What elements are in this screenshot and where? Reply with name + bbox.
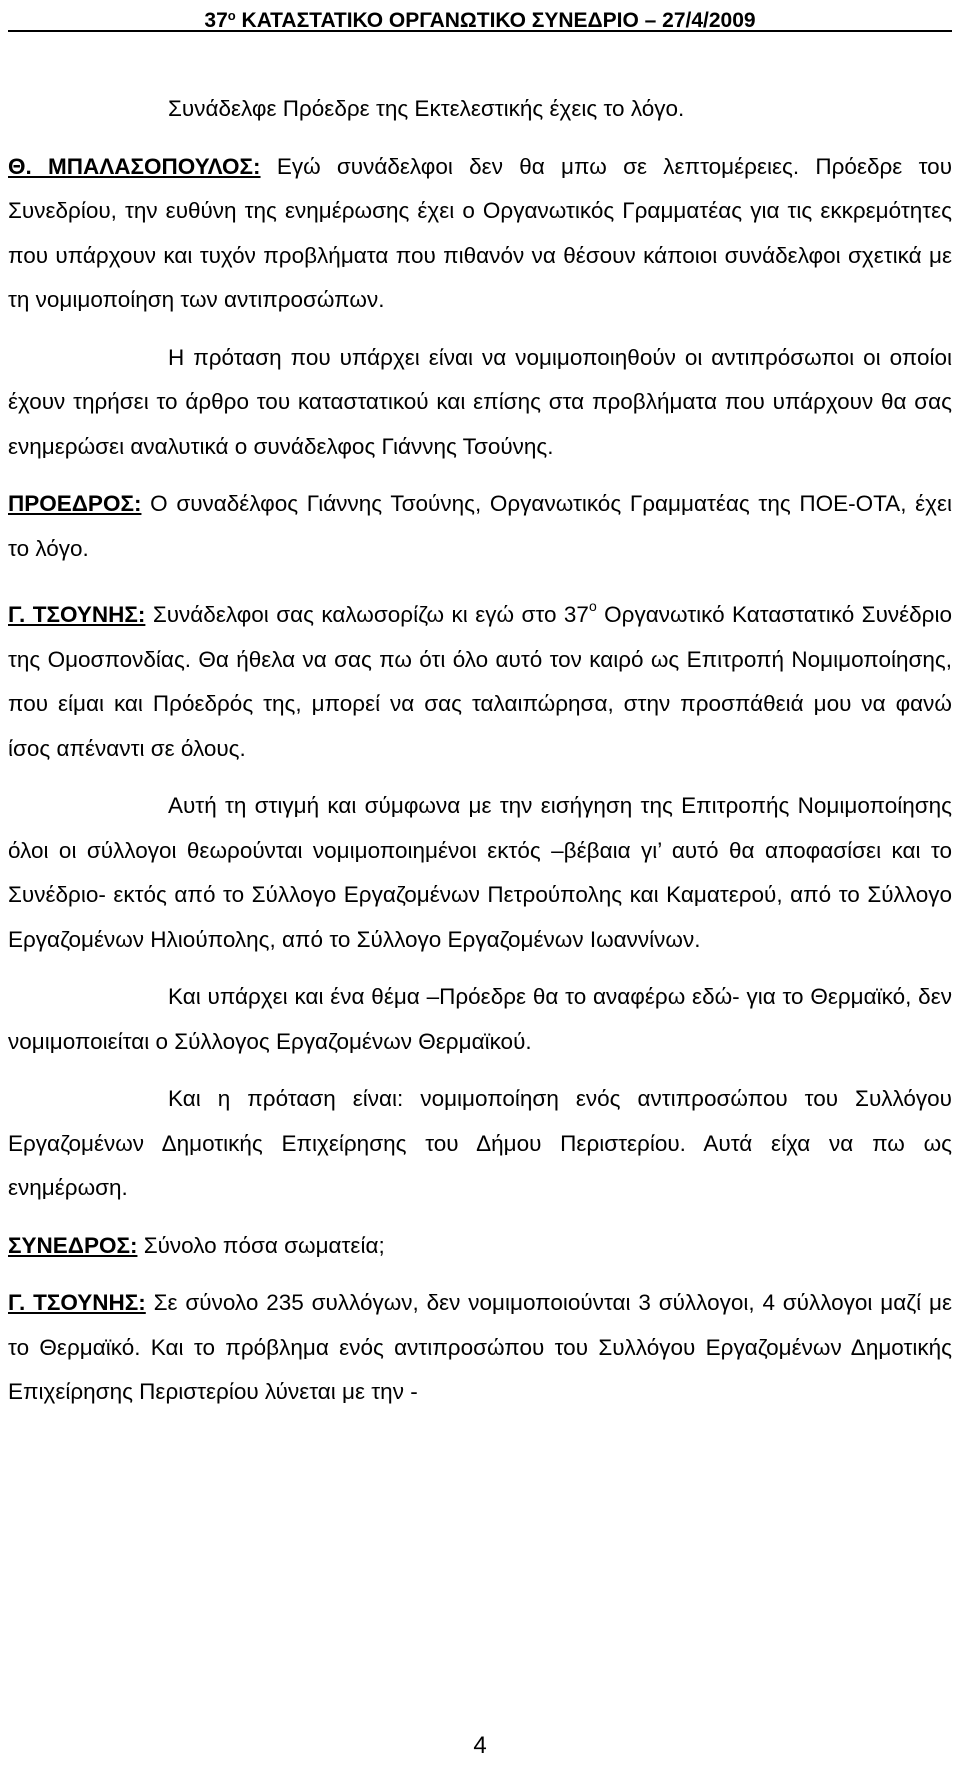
speech-text: Σύνολο πόσα σωματεία; [137,1232,385,1258]
ordinal-superscript: ο [227,8,236,23]
speech-text: Ο συναδέλφος Γιάννης Τσούνης, Οργανωτικός Γραμματέας της ΠΟΕ-ΟΤΑ, έχει το λόγο. [8,491,952,561]
page-header [0,4,960,33]
paragraph-thermaikos: Και υπάρχει και ένα θέμα –Πρόεδρε θα το αναφέρω εδώ- για το Θερμαϊκό, δεν νομιμοποιείται ο Σύλλογος Εργαζομένων Θερμαϊκού. [8,984,952,1054]
congress-number: 37 [204,9,228,32]
speaker-label: ΣΥΝΕΔΡΟΣ: [8,1232,138,1258]
page-number: 4 [473,1732,487,1759]
paragraph-chair-invite: Συνάδελφε Πρόεδρε της Εκτελεστικής έχεις το λόγο. [168,96,685,121]
speaker-label: ΠΡΟΕΔΡΟΣ: [8,491,142,516]
speech-text: Συνάδελφοι σας καλωσορίζω κι εγώ στο 37 [145,602,589,627]
paragraph-proposal: Η πρόταση που υπάρχει είναι να νομιμοποιηθούν οι αντιπρόσωποι οι οποίοι έχουν τηρήσει το άρθρο του καταστατικού και επίσης στα προβλήματα που υπάρχουν θα σας ενημερώσει αναλυτικά ο συνάδελφος Γιάννης Τσούνης. [8,344,952,459]
speech-text: Οργανωτικό Καταστατικό Συνέδριο της Ομοσπονδίας. Θα ήθελα να σας πω ότι όλο αυτό τον καιρό ως Επιτροπή Νομιμοποίησης, που είμαι και Πρόεδρός της, μπορεί να σας ταλαιπώρησα, στην προσπάθειά μου να φανώ ίσος απέναντι σε όλους. [8,602,952,761]
paragraph-proedros [8,482,952,571]
speaker-label: Θ. ΜΠΑΛΑΣΟΠΟΥΛΟΣ: [8,153,261,179]
speaker-label: Γ. ΤΣΟΥΝΗΣ: [8,602,146,627]
paragraph-delegate-question [8,1224,952,1269]
paragraph-tsounis-answer [8,1281,952,1415]
paragraph-legitimation: Αυτή τη στιγμή και σύμφωνα με την εισήγηση της Επιτροπής Νομιμοποίησης όλοι οι σύλλογοι θεωρούνται νομιμοποιημένοι εκτός –βέβαια γι’ αυτό θα αποφασίσει και το Συνέδριο- εκτός από το Σύλλογο Εργαζομένων Πετρούπολης και Καματερού, από το Σύλλογο Εργαζομένων Ηλιούπολης, από το Σύλλογο Εργαζομένων Ιωαννίνων. [8,793,952,952]
header-rule [8,30,952,32]
speech-text: Εγώ συνάδελφοι δεν θα μπω σε λεπτομέρειες. Πρόεδρε του Συνεδρίου, την ευθύνη της ενημέρωσης έχει ο Οργανωτικός Γραμματέας για τις εκκρεμότητες που υπάρχουν και τυχόν προβλήματα που πιθανόν να θέσουν κάποιοι συνάδελφοι σχετικά με τη νομιμοποίηση των αντιπροσώπων. [8,153,952,312]
speaker-label: Γ. ΤΣΟΥΝΗΣ: [8,1290,146,1315]
paragraph-peristeri: Και η πρόταση είναι: νομιμοποίηση ενός αντιπροσώπου του Συλλόγου Εργαζομένων Δημοτικής Επιχείρησης του Δήμου Περιστερίου. Αυτά είχα να πω ως ενημέρωση. [8,1086,952,1200]
paragraph-tsounis-welcome [8,584,952,771]
paragraph-balasopoulos [8,145,952,323]
header-title: ΚΑΤΑΣΤΑΤΙΚΟ ΟΡΓΑΝΩΤΙΚΟ ΣΥΝΕΔΡΙΟ – 27/4/2009 [241,9,756,32]
speech-text: Σε σύνολο 235 συλλόγων, δεν νομιμοποιούνται 3 σύλλογοι, 4 σύλλογοι μαζί με το Θερμαϊκό. Και το πρόβλημα ενός αντιπροσώπου του Συλλόγου Εργαζομένων Δημοτικής Επιχείρησης Περιστερίου λύνεται με την - [8,1290,952,1404]
ordinal-superscript: ο [588,598,597,614]
document-body [8,87,952,1415]
